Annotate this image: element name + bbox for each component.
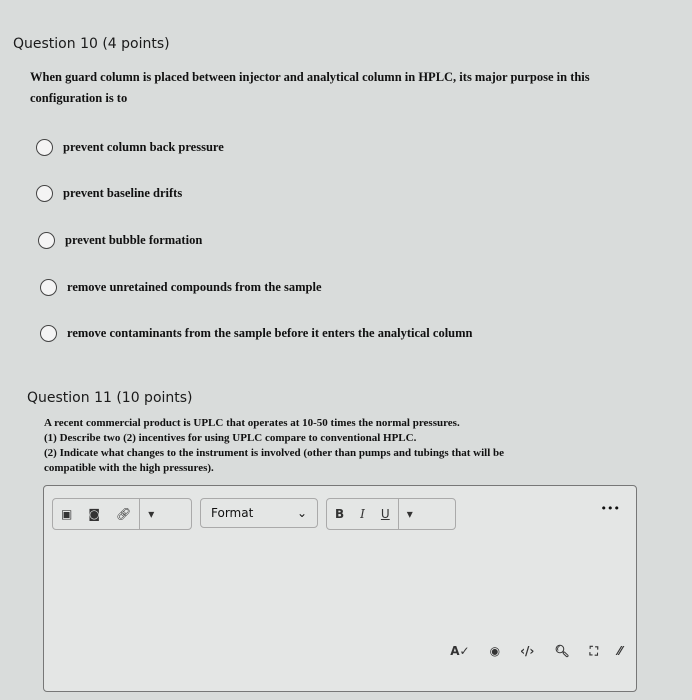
underline-button[interactable]: U xyxy=(380,507,390,521)
option-3[interactable] xyxy=(38,232,202,249)
option-label: prevent column back pressure xyxy=(63,140,224,154)
format-dropdown[interactable] xyxy=(200,498,318,528)
format-label: Format xyxy=(211,506,254,520)
question-10-line: When guard column is placed between injector and analytical column in HPLC, its major purpose in this xyxy=(30,70,590,84)
camera-icon[interactable]: ◙ xyxy=(88,507,100,521)
italic-button[interactable]: I xyxy=(360,507,365,521)
question-11-text xyxy=(44,416,504,476)
question-11-title: Question 11 (10 points) xyxy=(27,390,193,406)
radio-button[interactable] xyxy=(38,232,55,249)
radio-button[interactable] xyxy=(40,279,57,296)
accessibility-check-icon[interactable]: ◉ xyxy=(489,644,501,658)
radio-button[interactable] xyxy=(40,325,57,342)
link-icon[interactable]: 🔗︎ xyxy=(116,507,132,521)
option-label: remove unretained compounds from the sample xyxy=(67,280,322,294)
resize-handle-icon[interactable]: ⁄⁄ xyxy=(617,644,622,658)
more-options-button[interactable]: ••• xyxy=(600,502,620,515)
question-10-title: Question 10 (4 points) xyxy=(13,36,170,52)
answer-editor[interactable] xyxy=(43,485,637,692)
option-label: prevent baseline drifts xyxy=(63,186,183,200)
fullscreen-icon[interactable]: ⛶ xyxy=(589,644,598,658)
insert-group xyxy=(52,498,192,530)
preview-icon[interactable]: 🔍︎ xyxy=(554,644,570,658)
question-11-line: compatible with the high pressures). xyxy=(44,462,214,474)
style-dropdown-icon[interactable]: ▾ xyxy=(406,507,413,521)
option-5[interactable] xyxy=(40,325,473,342)
insert-dropdown-icon[interactable]: ▾ xyxy=(148,507,155,521)
code-view-icon[interactable]: ‹/› xyxy=(520,644,535,658)
question-10-line: configuration is to xyxy=(30,91,128,105)
question-11-line: (1) Describe two (2) incentives for using UPLC compare to conventional HPLC. xyxy=(44,432,417,444)
option-label: remove contaminants from the sample before it enters the analytical column xyxy=(67,326,473,340)
option-1[interactable] xyxy=(36,139,224,156)
option-4[interactable] xyxy=(40,279,322,296)
radio-button[interactable] xyxy=(36,139,53,156)
option-2[interactable] xyxy=(36,185,182,202)
question-11-line: (2) Indicate what changes to the instrument is involved (other than pumps and tubings that will be xyxy=(44,447,505,459)
radio-button[interactable] xyxy=(36,185,53,202)
bold-button[interactable]: B xyxy=(335,507,345,521)
chevron-down-icon: ⌄ xyxy=(296,506,307,520)
spellcheck-icon[interactable]: A✓ xyxy=(450,644,470,658)
text-style-group xyxy=(326,498,456,530)
question-11-line: A recent commercial product is UPLC that operates at 10-50 times the normal pressures. xyxy=(44,417,460,429)
question-10-text xyxy=(30,67,590,109)
media-icon[interactable]: ▣ xyxy=(61,507,73,521)
option-label: prevent bubble formation xyxy=(65,233,203,247)
